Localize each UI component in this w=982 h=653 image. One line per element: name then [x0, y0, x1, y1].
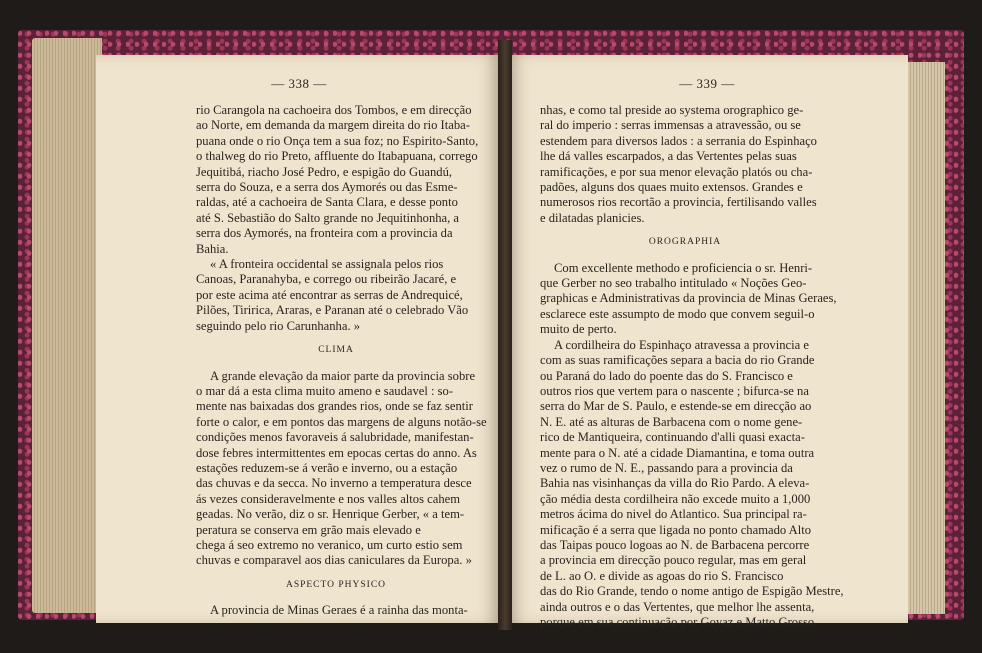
text-line: porque em sua continuação por Goyaz e Matto Grosso [540, 615, 815, 629]
text-line: estações reduzem-se á verão e inverno, ou a estação [196, 460, 458, 475]
text-line: mificação é a serra que ligada no ponto chamado Alto [540, 522, 812, 537]
text-line: graphicas e Administrativas da provincia de Minas Geraes, [540, 291, 837, 306]
text-line: « A fronteira occidental se assignala pelos rios [210, 257, 444, 272]
text-line: metros ácima do nivel do Atlantico. Sua principal ra- [540, 507, 807, 522]
right-page [506, 55, 908, 629]
text-line: chega á seo extremo no veranico, um curto estio sem [196, 537, 463, 552]
text-line: que Gerber no seo trabalho intitulado « Noções Geo- [540, 276, 807, 291]
paragraph [196, 257, 476, 334]
text-line: Jequitibá, riacho José Pedro, e espigão do Guandú, [196, 164, 453, 179]
text-line: muito de perto. [540, 322, 617, 337]
paragraph [196, 603, 476, 618]
text-line: e dilatadas planicies. [540, 210, 645, 225]
text-line: N. E. até as alturas de Barbacena com o nome gene- [540, 414, 803, 429]
paragraph [540, 260, 837, 338]
left-page [96, 55, 502, 623]
text-line: serra dos Aymorés, na fronteira com a provincia da [196, 226, 453, 241]
text-line: Bahia. [196, 241, 229, 256]
text-line: rico de Mantiqueira, continuando d'alli quasi exacta- [540, 430, 805, 445]
text-line: seguindo pelo rio Carunhanha. » [196, 318, 361, 333]
page-text [196, 103, 487, 619]
text-line: ainda outros e o das Vertentes, que melhor lhe assenta, [540, 599, 815, 614]
text-line: ramificações, e por sua menor elevação platós ou cha- [540, 164, 813, 179]
text-line: Com excellente methodo e proficiencia o sr. Henri- [554, 260, 813, 275]
text-line: ao Norte, em demanda da margem direita do rio Itaba- [196, 118, 470, 133]
section-heading: OROGRAPHIA [648, 237, 722, 248]
page-number: — 339 — [679, 76, 735, 91]
paragraph [540, 337, 844, 631]
text-line: forte o calor, e em pontos das margens de alguns notão-se [196, 414, 487, 429]
text-line: Canoas, Paranahyba, e corrego ou ribeirão Jacaré, e [196, 272, 457, 287]
text-line: numerosos rios recortão a provincia, fertilisando valles [540, 195, 817, 210]
text-line: até S. Sebastião do Salto grande no Jequitinhonha, a [196, 210, 460, 225]
text-line: ou Paraná do lado do poente das do S. Francisco e [540, 368, 793, 383]
text-line: peratura se conserva em grão mais elevado e [196, 522, 421, 537]
text-line: serra do Souza, e a serra dos Aymorés ou das Esme- [196, 180, 458, 195]
text-line: das Taipas pouco logoas ao N. de Barbacena percorre [540, 537, 810, 552]
page-edges-right [905, 62, 945, 614]
paragraph [196, 368, 487, 569]
page-number: — 338 — [271, 76, 327, 91]
text-line: A provincia de Minas Geraes é a rainha das monta- [210, 603, 468, 618]
text-line: o thalweg do rio Preto, affluente do Itabapuana, corrego [196, 149, 478, 164]
text-line: mente nas baixadas dos grandes rios, onde se faz sentir [196, 399, 473, 414]
text-line: Pilões, Tiririca, Araras, e Paranan até o celebrado Vão [196, 303, 469, 318]
text-line: estendem para diversos lados : a serrania do Espinhaço [540, 133, 817, 148]
text-line: A cordilheira do Espinhaço atravessa a provincia e [554, 337, 809, 352]
text-line: ás vezes consideravelmente e nos valles altos cahem [196, 491, 461, 506]
text-line: ral do imperio : serras immensas a atravessão, ou se [540, 118, 801, 133]
text-line: A grande elevação da maior parte da provincia sobre [210, 368, 476, 383]
text-line: geadas. No verão, diz o sr. Henrique Gerber, « a tem- [196, 507, 465, 522]
text-line: com as suas ramificações separa a bacia do rio Grande [540, 353, 815, 368]
text-line: serra do Mar de S. Paulo, e estende-se em direcção ao [540, 399, 812, 414]
text-line: condições menos favoraveis á salubridade, manifestan- [196, 430, 474, 445]
page-edges-left [32, 38, 102, 613]
text-line: lhe dá valles escarpados, a das Vertentes pelas suas [540, 149, 797, 164]
text-line: o mar dá a esta clima muito ameno e saudavel : so- [196, 383, 454, 398]
text-line: mente para o N. até a cidade Diamantina, e toma outra [540, 445, 815, 460]
text-line: nhas, e como tal preside ao systema orographico ge- [540, 103, 804, 117]
text-line: dose febres intermittentes em epocas certas do anno. As [196, 445, 477, 460]
paragraph [540, 103, 830, 226]
text-line: padões, alguns dos quaes muito extensos. Grandes e [540, 180, 803, 195]
text-line: por este acima até encontrar as serras de Andrequicé, [196, 287, 463, 302]
text-line: outros rios que vertem para o nascente ; bifurca-se na [540, 383, 809, 398]
text-line: a provincia em direcção pouco regular, mas em geral [540, 553, 807, 568]
text-line: ção média desta cordilheira não excede muito a 1,000 [540, 491, 811, 506]
section-heading: CLIMA [318, 345, 354, 356]
text-line: puana onde o rio Onça tem a sua foz; no Espirito-Santo, [196, 133, 479, 148]
section-heading: ASPECTO PHYSICO [285, 579, 387, 590]
text-line: de L. ao O. e divide as agoas do rio S. Francisco [540, 568, 784, 583]
text-line: vez o rumo de N. E., passando para a provincia da [540, 460, 793, 475]
page-text [540, 103, 844, 630]
text-line: esclarece este assumpto de modo que convem seguil-o [540, 306, 815, 321]
text-line: rio Carangola na cachoeira dos Tombos, e em direcção [196, 103, 472, 117]
book-gutter [498, 40, 512, 630]
text-line: raldas, até a cachoeira de Santa Clara, e desse ponto [196, 195, 458, 210]
paragraph [196, 103, 479, 257]
text-line: das do Rio Grande, tendo o nome antigo de Espigão Mestre, [540, 584, 844, 599]
text-line: Bahia nas visinhanças da villa do Rio Pardo. A eleva- [540, 476, 810, 491]
text-line: chuvas e comparavel aos dias caniculares da Europa. » [196, 553, 472, 568]
text-line: das chuvas e da secca. No inverno a temperatura desce [196, 476, 472, 491]
